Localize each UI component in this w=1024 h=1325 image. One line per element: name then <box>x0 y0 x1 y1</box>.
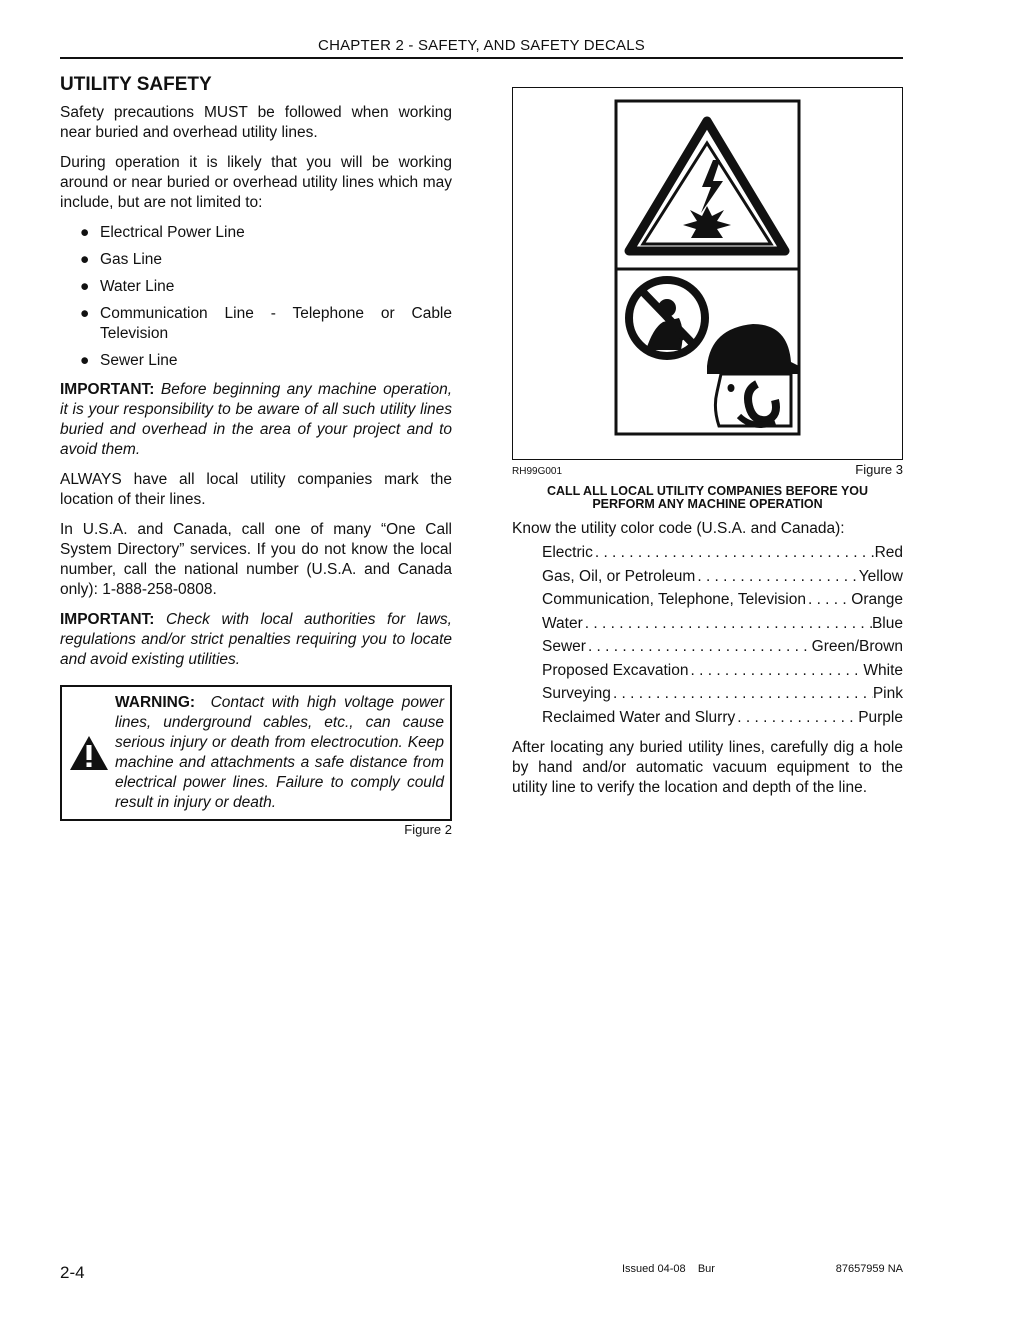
issue-info: Issued 04-08 Bur <box>622 1263 715 1275</box>
document-number: 87657959 NA <box>835 1263 903 1275</box>
bullet-icon: ● <box>80 278 90 295</box>
color-code-list <box>542 541 903 729</box>
paragraph-mark-lines: ALWAYS have all local utility companies mark the location of their lines. <box>60 471 452 508</box>
figure-3-frame <box>512 87 903 460</box>
figure-2-caption: Figure 2 <box>404 822 452 837</box>
paragraph-precautions: Safety precautions MUST be followed when working near buried and overhead utility lines. <box>60 104 452 141</box>
color-code-row: Communication, Telephone, Television . . . Orange <box>542 588 903 612</box>
right-column <box>512 87 903 808</box>
paragraph-one-call: In U.S.A. and Canada, call one of many “One Call System Directory” services. If you do not know the local number, call the national number (U.S.A. and Canada only): 1-888-258-0808. <box>60 521 452 598</box>
important-notice-1: IMPORTANT: Before beginning any machine operation, it is your responsibility to be aware of all such utility lines buried and overhead in the area of your project and to avoid them. <box>60 381 453 458</box>
bullet-icon: ● <box>80 224 90 241</box>
paragraph-operation: During operation it is likely that you will be working around or near buried or overhead utility lines which may include, but are not limited to: <box>60 154 452 211</box>
bullet-icon: ● <box>80 305 90 322</box>
warning-text: WARNING: Contact with high voltage power lines, underground cables, etc., can cause serious injury or death from electrocution. Keep machine and attachments a safe distance from electrical power lines. Failure to comply could result in injury or death. <box>115 694 444 811</box>
list-item: ● Water Line <box>80 278 175 295</box>
list-item: ● Communication Line - Telephone or Cable Television <box>80 305 452 342</box>
section-heading: UTILITY SAFETY <box>60 74 212 95</box>
bullet-icon: ● <box>80 352 90 369</box>
list-item: ● Gas Line <box>80 251 163 268</box>
color-code-row: Reclaimed Water and Slurry . . . Purple <box>542 706 903 730</box>
color-code-row: Electric . . . Red <box>542 541 903 565</box>
color-code-row: Water . . . Blue <box>542 612 903 636</box>
figure-id: RH99G001 <box>512 466 563 477</box>
color-code-row: Sewer . . . Green/Brown <box>542 635 903 659</box>
warning-box <box>60 685 452 821</box>
color-code-row: Proposed Excavation . . . White <box>542 659 903 683</box>
paragraph-dig-verify: After locating any buried utility lines, carefully dig a hole by hand and/or automatic vacuum equipment to the utility line to verify the location and depth of the line. <box>512 739 903 796</box>
figure-3-caption: Figure 3 <box>855 462 903 477</box>
warning-triangle-icon <box>69 735 109 771</box>
utility-safety-decal-illustration <box>513 88 902 459</box>
utility-line-list <box>60 223 452 371</box>
important-notice-2: IMPORTANT: Check with local authorities for laws, regulations and/or strict penalties requiring you to locate and avoid existing utilities. <box>60 611 452 668</box>
color-code-intro: Know the utility color code (U.S.A. and Canada): <box>512 520 845 537</box>
page-number: 2-4 <box>60 1263 85 1282</box>
left-column <box>60 74 452 837</box>
figure-3-title: CALL ALL LOCAL UTILITY COMPANIES BEFORE YOU PERFORM ANY MACHINE OPERATION <box>546 484 869 511</box>
figure-3-meta <box>512 462 903 477</box>
color-code-row: Gas, Oil, or Petroleum . . . Yellow <box>542 565 903 589</box>
list-item: ● Electrical Power Line <box>80 224 245 241</box>
list-item: ● Sewer Line <box>80 352 178 369</box>
bullet-icon: ● <box>80 251 90 268</box>
color-code-row: Surveying . . . Pink <box>542 682 903 706</box>
page-header: CHAPTER 2 - SAFETY, AND SAFETY DECALS <box>60 37 903 59</box>
